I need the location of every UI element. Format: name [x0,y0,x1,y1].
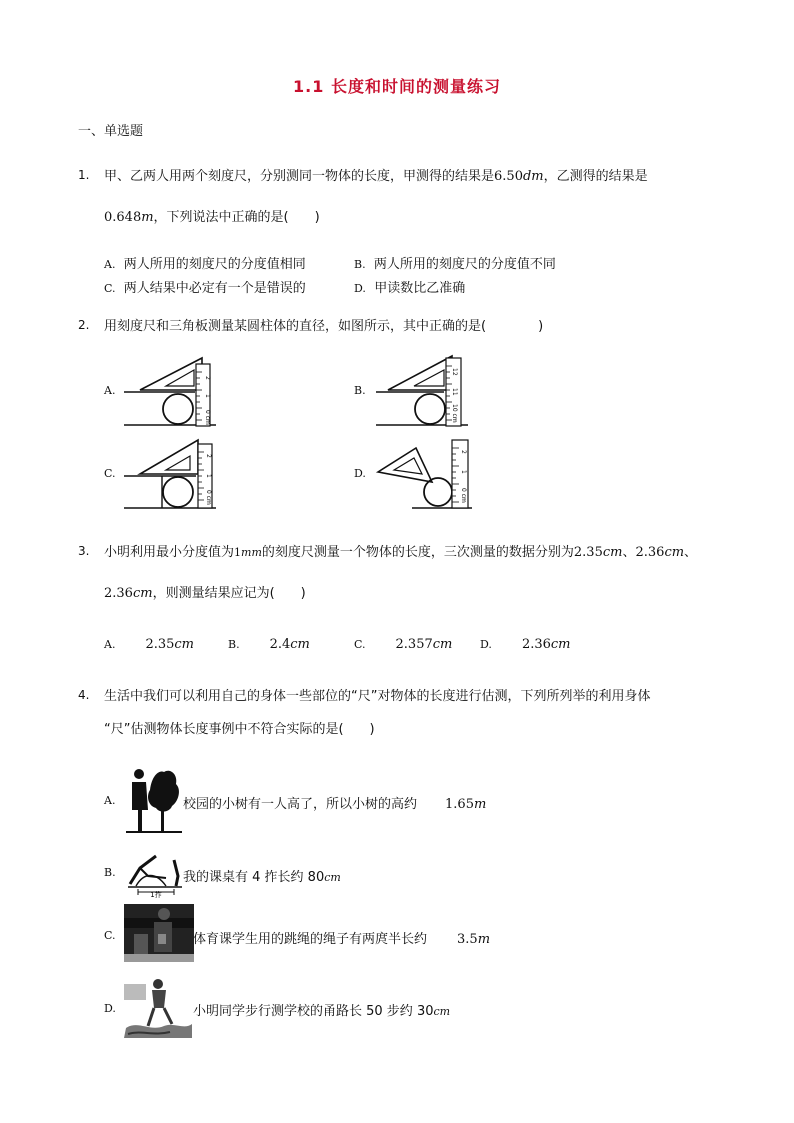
question-number: 2. [78,318,90,332]
option-a[interactable]: A. [104,794,116,807]
ruler-triangle-figure-d [372,436,476,514]
span-label: 1拃 [150,891,162,898]
option-b-text[interactable]: 我的课桌有 4 拃长约 80cm [183,870,341,885]
question-text: 生活中我们可以利用自己的身体一些部位的“尺”对物体的长度进行估测，下列所列举的利用身体 [104,689,651,704]
walking-photo [124,976,192,1038]
ruler-triangle-figure-a [120,352,220,430]
section-heading: 一、单选题 [78,124,144,139]
option-b[interactable]: B. 两人所用的刻度尺的分度值不同 [354,257,556,272]
ruler-label: 11 [451,388,458,396]
option-d[interactable]: D. 2.36cm [480,637,571,652]
option-c[interactable]: C. [104,929,116,942]
question-text-cont: 0.648m，下列说法中正确的是( ) [104,210,320,225]
option-a-text[interactable]: 校园的小树有一人高了，所以小树的高约 1.65m [183,797,487,812]
option-d-text[interactable]: 小明同学步行测学校的甬路长 50 步约 30cm [193,1004,451,1019]
option-a[interactable]: A. 2.35cm [104,637,195,652]
ruler-label: 2 [204,376,211,380]
option-c[interactable]: C. [104,467,116,480]
option-d[interactable]: D. [104,1002,116,1015]
question-number: 1. [78,168,90,182]
ruler-label: 0 cm [460,488,467,503]
person-tree-photo [126,766,182,834]
ruler-triangle-figure-b [372,350,472,430]
option-a[interactable]: A. 两人所用的刻度尺的分度值相同 [104,257,306,272]
hand-span-figure [126,846,184,898]
question-text: 用刻度尺和三角板测量某圆柱体的直径，如图所示，其中正确的是( ) [104,319,544,334]
option-a[interactable]: A. [104,384,116,397]
option-b[interactable]: B. 2.4cm [228,637,310,652]
option-d[interactable]: D. [354,467,366,480]
question-text-cont: “尺”估测物体长度事例中不符合实际的是( ) [104,722,375,737]
question-number: 4. [78,688,90,702]
option-c-text[interactable]: 体育课学生用的跳绳的绳子有两庹半长约 3.5m [193,932,491,947]
ruler-label: 10 cm [451,404,458,423]
question-number: 3. [78,544,90,558]
question-text: 甲、乙两人用两个刻度尺，分别测同一物体的长度，甲测得的结果是6.50dm，乙测得的结果是 [104,169,648,184]
ruler-label: 1 [460,470,467,474]
question-text: 小明利用最小分度值为1mm的刻度尺测量一个物体的长度，三次测量的数据分别为2.35cm、2.36cm、 [104,545,698,560]
ruler-label: 0 cm [205,490,212,505]
ruler-label: 2 [460,450,467,454]
ruler-label: 12 [451,368,458,376]
page-title: 1.1 长度和时间的测量练习 [293,77,501,96]
ruler-triangle-figure-c [120,434,220,514]
question-text-cont: 2.36cm，则测量结果应记为( ) [104,586,306,601]
ruler-label: 1 [205,474,212,478]
option-b[interactable]: B. [104,866,116,879]
option-b[interactable]: B. [354,384,366,397]
option-c[interactable]: C. 2.357cm [354,637,453,652]
ruler-label: 2 [205,454,212,458]
ruler-label: 0 cm [204,410,211,425]
ruler-label: 1 [204,394,211,398]
arm-span-photo [124,904,194,962]
option-c[interactable]: C. 两人结果中必定有一个是错误的 [104,281,306,296]
option-d[interactable]: D. 甲读数比乙准确 [354,281,466,296]
